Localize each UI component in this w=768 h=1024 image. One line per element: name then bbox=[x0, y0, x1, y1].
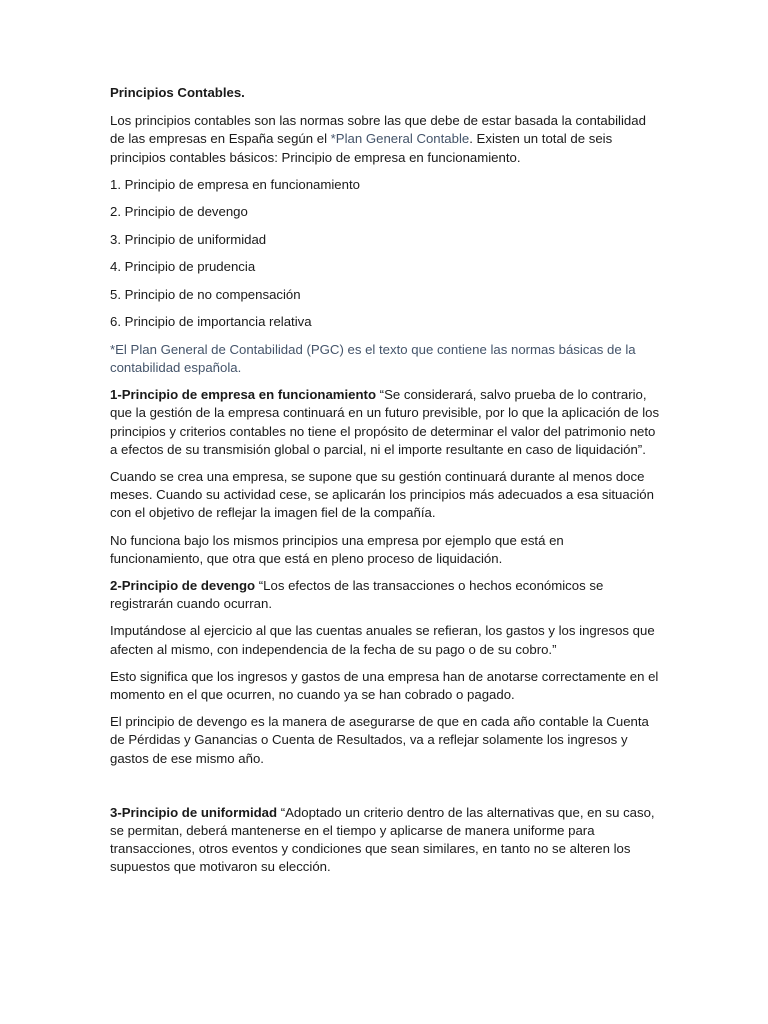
footnote: *El Plan General de Contabilidad (PGC) es el texto que contiene las normas básicas de la contabilidad española. bbox=[110, 341, 636, 376]
document-page bbox=[110, 84, 660, 886]
section1-heading: 1-Principio de empresa en funcionamiento bbox=[110, 387, 377, 403]
document-title: Principios Contables. bbox=[110, 85, 245, 100]
section3-heading: 3-Principio de uniformidad bbox=[110, 804, 278, 820]
list-item: 2. Principio de devengo bbox=[110, 204, 248, 220]
section2-paragraph-4: El principio de devengo es la manera de asegurarse de que en cada año contable la Cuenta de Pérdidas y Ganancias o Cuenta de Resultados, va a reflejar solamente los ingresos y gastos de ese mismo año. bbox=[110, 714, 649, 766]
section2-paragraph-2: Imputándose al ejercicio al que las cuentas anuales se refieran, los gastos y los ingresos que afecten al mismo, con independencia de la fecha de su pago o de su cobro.” bbox=[110, 623, 655, 657]
section3-quote: “Adoptado un criterio dentro de las alternativas que, en su caso, se permitan, deberá mantenerse en el tiempo y aplicarse de manera uniforme para transacciones, otros eventos y condiciones que sean similares, en tanto no se alteren los supuestos que motivaron su elección. bbox=[110, 804, 655, 875]
list-item: 1. Principio de empresa en funcionamiento bbox=[110, 176, 360, 192]
section1-paragraph bbox=[110, 386, 660, 459]
section1-quote: “Se considerará, salvo prueba de lo contrario, que la gestión de la empresa continuará en un futuro previsible, por lo que la aplicación de los principios y criterios contables no tiene el propósito de determinar el valor del patrimonio neto a efectos de su transmisión global o parcial, ni el importe resultante en caso de liquidación”. bbox=[110, 387, 660, 457]
intro-text-after: . Existen un total de seis principios contables básicos: Principio de empresa en funcionamiento. bbox=[110, 131, 613, 165]
list-item: 4. Principio de prudencia bbox=[110, 259, 256, 275]
list-item: 3. Principio de uniformidad bbox=[110, 231, 267, 247]
section2-quote: “Los efectos de las transacciones o hechos económicos se registrarán cuando ocurran. bbox=[110, 578, 604, 612]
section1-paragraph-3: No funciona bajo los mismos principios una empresa por ejemplo que está en funcionamiento, que otra que está en pleno proceso de liquidación. bbox=[110, 532, 564, 566]
section1-paragraph-2: Cuando se crea una empresa, se supone que su gestión continuará durante al menos doce meses. Cuando su actividad cese, se aplicarán los principios más adecuados a esa situación con el objetivo de reflejar la imagen fiel de la compañía. bbox=[110, 469, 654, 521]
blank-line bbox=[110, 777, 660, 804]
section2-paragraph-3: Esto significa que los ingresos y gastos de una empresa han de anotarse correctamente en el momento en el que ocurren, no cuando ya se han cobrado o pagado. bbox=[110, 668, 659, 703]
intro-paragraph bbox=[110, 112, 660, 167]
section3-paragraph bbox=[110, 804, 660, 877]
section2-paragraph bbox=[110, 577, 660, 613]
section2-heading: 2-Principio de devengo bbox=[110, 578, 256, 594]
intro-text-before: Los principios contables son las normas sobre las que debe de estar basada la contabilidad de las empresas en España según el bbox=[110, 113, 646, 147]
plan-general-contable-reference: *Plan General Contable bbox=[330, 131, 470, 147]
list-item: 6. Principio de importancia relativa bbox=[110, 314, 312, 330]
list-item: 5. Principio de no compensación bbox=[110, 286, 301, 302]
